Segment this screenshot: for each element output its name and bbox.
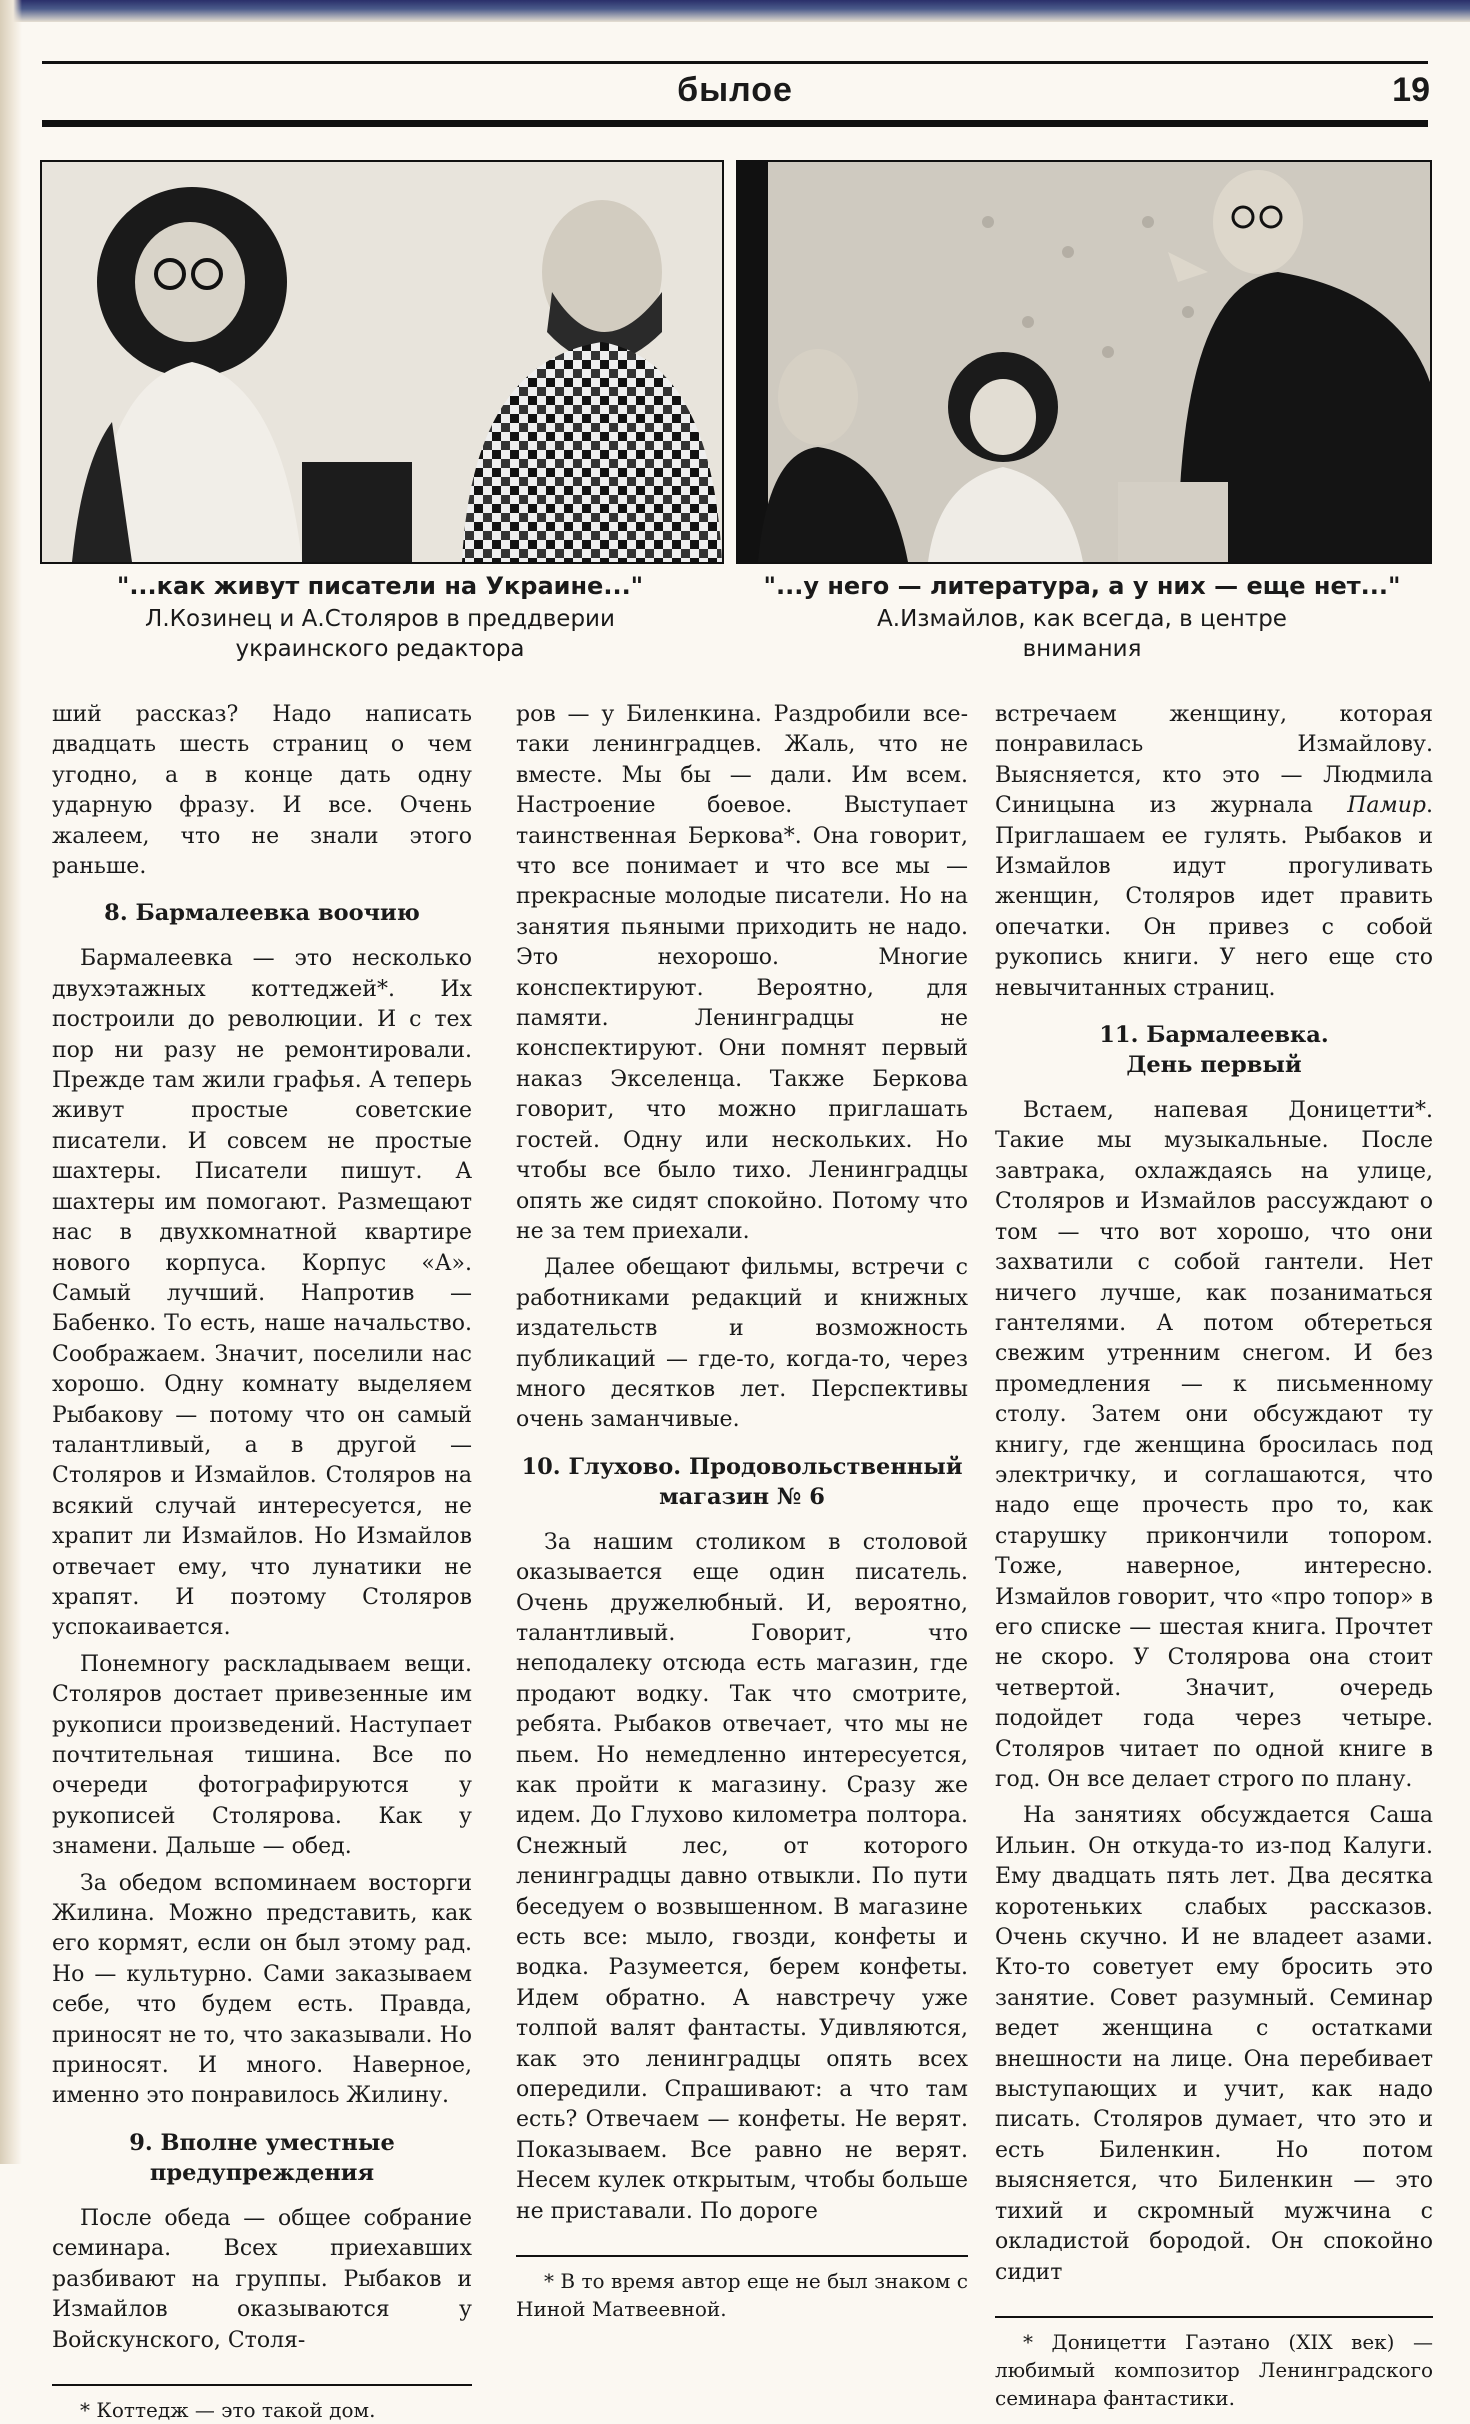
paragraph: Понемногу раскладываем вещи. Столяров достает привезенные им рукописи произведений. Наступает почтительная тишина. Все по очереди фотографируются у рукописей Столярова. Как у знамени. Дальше — обед. <box>52 1651 472 1860</box>
footnote-divider <box>52 2384 472 2386</box>
footnote: * В то время автор еще не был знаком с Ниной Матвеевной. <box>516 2269 968 2322</box>
paragraph: После обеда — общее собрание семинара. Всех приехавших разбивают на группы. Рыбаков и Измайлов оказываются у Войскунского, Столя- <box>52 2205 472 2353</box>
paragraph: За нашим столиком в столовой оказывается еще один писатель. Очень дружелюбный. И, вероятно, талантливый. Говорит, что неподалеку отсюда есть магазин, где продают водку. Так что смотрите, ребята. Рыбаков отвечает, что мы не пьем. Но немедленно интересуется, как пройти к магазину. Сразу же идем. До Глухово километра полтора. Снежный лес, от которого ленинградцы давно отвыкли. По пути беседуем о возвышенном. В магазине есть все: мыло, гвозди, конфеты и водка. Разумеется, берем конфеты. Идем обратно. А навстречу уже толпой валят фантасты. Удивляются, как это ленинградцы опять всех опередили. Спрашивают: а что там есть? Отвечаем — конфеты. Не верят. Показываем. Все равно не верят. Несем кулек открытым, чтобы больше не приставали. По дороге <box>516 1529 968 2224</box>
page-spine-shadow <box>0 0 22 2164</box>
photo-izmailov-center <box>736 160 1432 564</box>
paragraph: Бармалеевка — это несколько двухэтажных коттеджей*. Их построили до революции. И с тех пор ни разу не ремонтировали. Прежде там жили графья. А теперь живут простые советские писатели. И совсем не простые шахтеры. Писатели пишут. А шахтеры им помогают. Размещают нас в двухкомнатной квартире нового корпуса. Корпус «А». Самый лучший. Напротив — Бабенко. То есть, наше начальство. Соображаем. Значит, поселили нас хорошо. Одну комнату выделяем Рыбакову — потому что он самый талантливый, а в другой — Столяров и Измайлов. Столяров на всякий случай интересуется, не храпит ли Измайлов. Но Измайлов отвечает ему, что лунатики не храпят. И поэтому Столяров успокаивается. <box>52 946 472 1641</box>
paragraph: На занятиях обсуждается Саша Ильин. Он откуда-то из-под Калуги. Ему двадцать пять лет. Два десятка коротеньких слабых рассказов. Очень скучно. И не владеет азами. Кто-то советует ему бросить это занятие. Совет разумный. Семинар ведет женщина с остатками внешности на лице. Она перебивает выступающих и учит, как надо писать. Столяров думает, что это и есть Биленкин. Но потом выясняется, что Биленкин — это тихий и скромный мужчина с окладистой бородой. Он спокойно сидит <box>995 1803 1433 2285</box>
section-title: былое <box>677 71 793 109</box>
section-heading-8: 8. Бармалеевка воочию <box>104 900 420 927</box>
section-heading-10: 10. Глухово. Продовольственный магазин № 6 <box>521 1453 963 1510</box>
photo-halftone <box>738 162 1430 562</box>
scan-top-edge <box>0 0 1470 22</box>
text-column-3 <box>995 700 1433 2412</box>
text-run: встречаем женщину, которая понравилась Измайлову. Выясняется, кто это — Людмила Синицына из журнала <box>995 702 1433 819</box>
text-run: . Приглашаем ее гулять. Рыбаков и Измайлов идут прогуливать женщин, Столяров идет править опечатки. Он привез с собой рукопись книги. У него еще сто невычитанных страниц. <box>995 793 1433 1001</box>
page-number: 19 <box>1392 71 1430 109</box>
magazine-title: Памир <box>1347 793 1426 819</box>
section-heading-11: 11. Бармалеевка. День первый <box>1099 1022 1329 1079</box>
text-column-2 <box>516 700 968 2323</box>
paragraph: За обедом вспоминаем восторги Жилина. Можно представить, как его кормят, если он был этому рад. Но — культурно. Сами заказываем себе, что будем есть. Правда, приносят не то, что заказывали. Но приносят. И много. Наверное, именно это понравилось Жилину. <box>52 1870 472 2109</box>
footnote: * Коттедж — это такой дом. <box>80 2397 376 2422</box>
header-rule-top <box>42 61 1428 64</box>
section-heading-9: 9. Вполне уместные предупреждения <box>129 2129 395 2186</box>
footnote-divider <box>995 2316 1433 2318</box>
paragraph: ший рассказ? Надо написать двадцать шесть страниц о чем угодно, а в конце дать одну ударную фразу. И все. Очень жалеем, что не знали этого раньше. <box>52 702 472 880</box>
footnote-divider <box>516 2255 968 2257</box>
paragraph: Далее обещают фильмы, встречи с работниками редакций и книжных издательств и возможность публикаций — где-то, когда-то, через много десятков лет. Перспективы очень заманчивые. <box>516 1255 968 1433</box>
paragraph: Встаем, напевая Доницетти*. Такие мы музыкальные. После завтрака, охлаждаясь на улице, Столяров и Измайлов рассуждают о том — что вот хорошо, что они захватили с собой гантели. Нет ничего лучше, как позаниматься гантелями. А потом обтереться свежим утренним снегом. И без промедления — к письменному столу. Затем они обсуждают ту книгу, где женщина бросилась под электричку, и соглашаются, что надо еще прочесть про то, как старушку прикончили топором. Тоже, наверное, интересно. Измайлов говорит, что «про топор» в его списке — шестая книга. Прочтет не скоро. У Столярова она стоит четвертой. Значит, очередь подойдет года через четыре. Столяров читает по одной книге в год. Он все делает строго по плану. <box>995 1098 1433 1792</box>
header-rule-bottom <box>42 120 1428 127</box>
caption-quote: "...у него — литература, а у них — еще нет..." <box>763 572 1401 600</box>
photo-caption-2 <box>736 570 1428 664</box>
paragraph: ров — у Биленкина. Раздробили все-таки ленинградцев. Жаль, что не вместе. Мы бы — дали. Им всем. Настроение боевое. Выступает таинственная Беркова*. Она говорит, что все понимает и что все мы — прекрасные молодые писатели. Но на занятия пьяными приходить не надо. Это нехорошо. Многие конспектируют. Вероятно, для памяти. Ленинградцы не конспектируют. Они помнят первый наказ Экселенца. Также Беркова говорит, что можно приглашать гостей. Одну или нескольких. Но чтобы все было тихо. Ленинградцы опять же сидят спокойно. Потому что не за тем приехали. <box>516 702 968 1244</box>
paragraph <box>995 700 1433 1004</box>
footnote: * Доницетти Гаэтано (XIX век) — любимый композитор Ленинградского семинара фантастики. <box>995 2329 1433 2410</box>
caption-description: Л.Козинец и А.Столяров в преддверии украинского редактора <box>145 606 615 662</box>
text-column-1 <box>52 700 472 2424</box>
photo-halftone <box>42 162 722 562</box>
photo-kozinets-stolyarov <box>40 160 724 564</box>
caption-quote: "...как живут писатели на Украине..." <box>116 572 644 600</box>
photo-caption-1 <box>40 570 720 664</box>
caption-description: А.Измайлов, как всегда, в центре внимания <box>877 606 1287 662</box>
